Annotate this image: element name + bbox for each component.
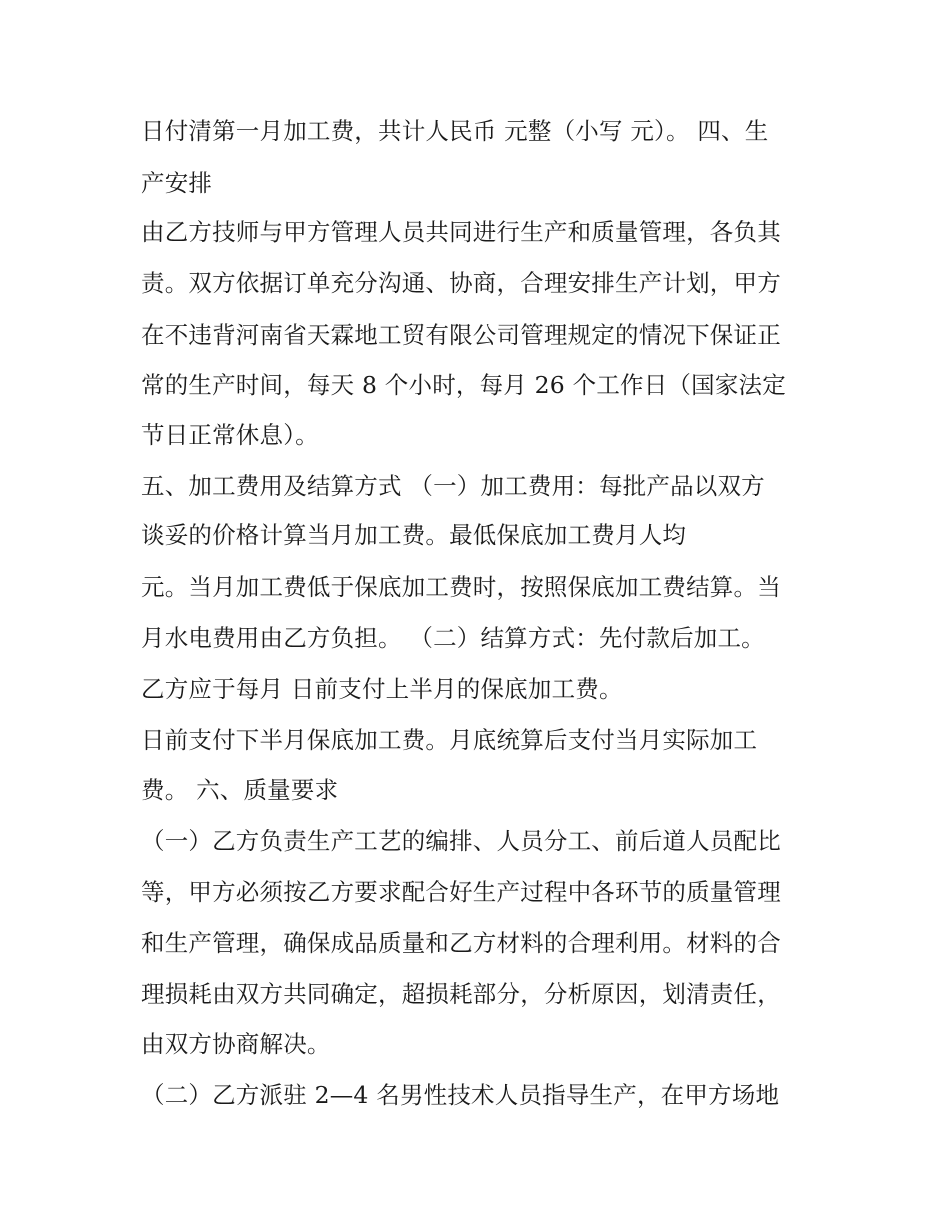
text-line: 理损耗由双方共同确定，超损耗部分，分析原因，划清责任， [141, 980, 781, 1008]
text-line: 五、加工费用及结算方式 （一）加工费用：每批产品以双方 [141, 472, 765, 500]
text-line: 产安排 [141, 169, 213, 197]
text-line: （二）乙方派驻 2—4 名男性技术人员指导生产，在甲方场地 [141, 1081, 780, 1109]
text-line: 和生产管理，确保成品质量和乙方材料的合理利用。材料的合 [141, 929, 781, 957]
text-line: 月水电费用由乙方负担。 （二）结算方式：先付款后加工。 [141, 624, 765, 652]
text-line: 由乙方技师与甲方管理人员共同进行生产和质量管理，各负其 [141, 218, 781, 246]
text-line: 元。当月加工费低于保底加工费时，按照保底加工费结算。当 [141, 573, 781, 601]
text-line: 等，甲方必须按乙方要求配合好生产过程中各环节的质量管理 [141, 878, 781, 906]
text-line: 由双方协商解决。 [141, 1030, 331, 1058]
text-line: 费。 六、质量要求 [141, 776, 339, 804]
text-line: 日前支付下半月保底加工费。月底统算后支付当月实际加工 [141, 726, 758, 754]
text-line: （一）乙方负责生产工艺的编排、人员分工、前后道人员配比 [141, 827, 781, 855]
text-line: 责。双方依据订单充分沟通、协商，合理安排生产计划，甲方 [141, 269, 781, 297]
text-line: 常的生产时间，每天 8 个小时，每月 26 个工作日（国家法定 [141, 371, 786, 399]
text-line: 谈妥的价格计算当月加工费。最低保底加工费月人均 [141, 521, 687, 549]
text-line: 节日正常休息）。 [141, 421, 319, 449]
text-line: 在不违背河南省天霖地工贸有限公司管理规定的情况下保证正 [141, 321, 781, 349]
text-line: 日付清第一月加工费，共计人民币 元整（小写 元）。 四、生 [141, 117, 769, 145]
text-line: 乙方应于每月 日前支付上半月的保底加工费。 [141, 675, 623, 703]
